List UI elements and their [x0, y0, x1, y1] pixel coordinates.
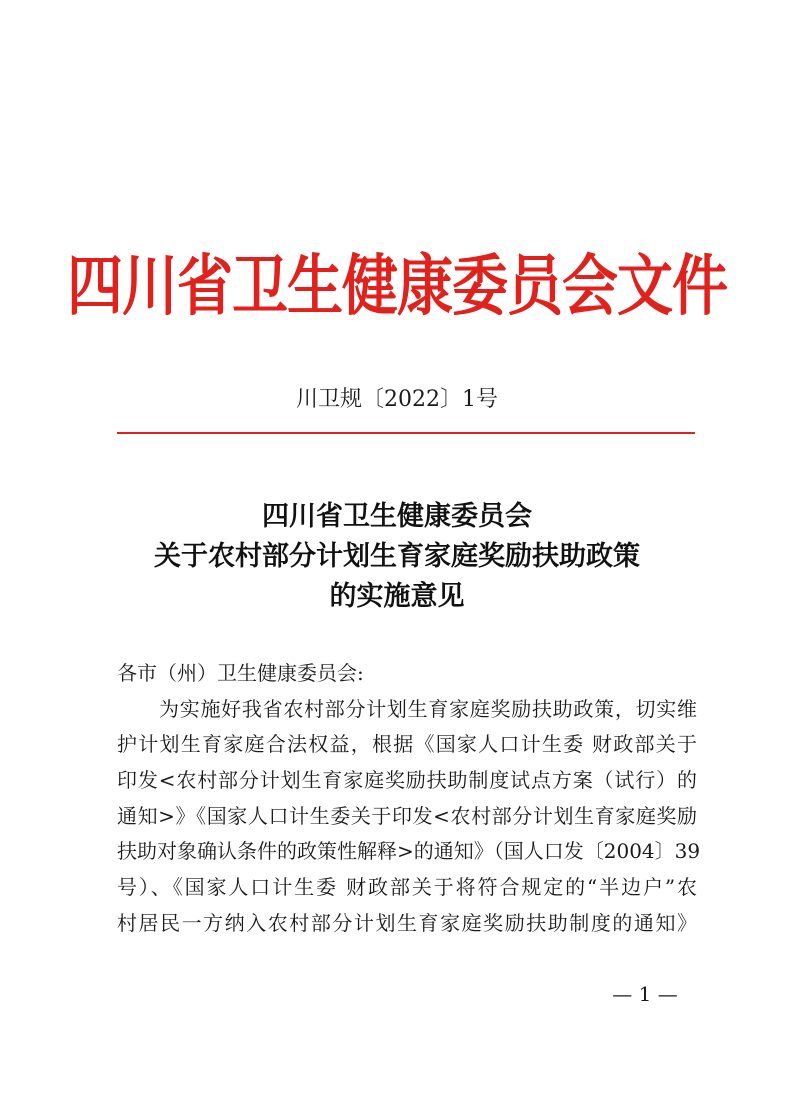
salutation: 各市（州）卫生健康委员会:	[117, 661, 364, 685]
red-divider-line	[117, 432, 695, 434]
document-body	[117, 656, 701, 942]
document-masthead: 四川省卫生健康委员会文件	[67, 248, 727, 325]
body-line-4: 通知>》《国家人口计生委关于印发<农村部分计划生育家庭奖励	[117, 803, 697, 828]
body-line-7: 村居民一方纳入农村部分计划生育家庭奖励扶助制度的通知》	[117, 910, 697, 935]
body-line-6: 号）、《国家人口计生委 财政部关于将符合规定的“半边户”农	[117, 875, 697, 900]
title-line-2: 关于农村部分计划生育家庭奖励扶助政策	[154, 541, 640, 572]
body-line-1: 为实施好我省农村部分计划生育家庭奖励扶助政策，切实维	[159, 696, 697, 721]
body-line-2: 护计划生育家庭合法权益，根据《国家人口计生委 财政部关于	[117, 732, 697, 757]
page-number: — 1 —	[612, 982, 678, 1006]
body-line-5: 扶助对象确认条件的政策性解释>的通知》（国人口发〔2004〕39	[117, 839, 701, 864]
document-title	[0, 497, 794, 617]
body-line-3: 印发<农村部分计划生育家庭奖励扶助制度试点方案（试行）的	[117, 768, 697, 793]
document-number: 川卫规〔2022〕1号	[296, 387, 498, 412]
title-line-1: 四川省卫生健康委员会	[262, 501, 532, 532]
title-line-3: 的实施意见	[329, 581, 465, 612]
